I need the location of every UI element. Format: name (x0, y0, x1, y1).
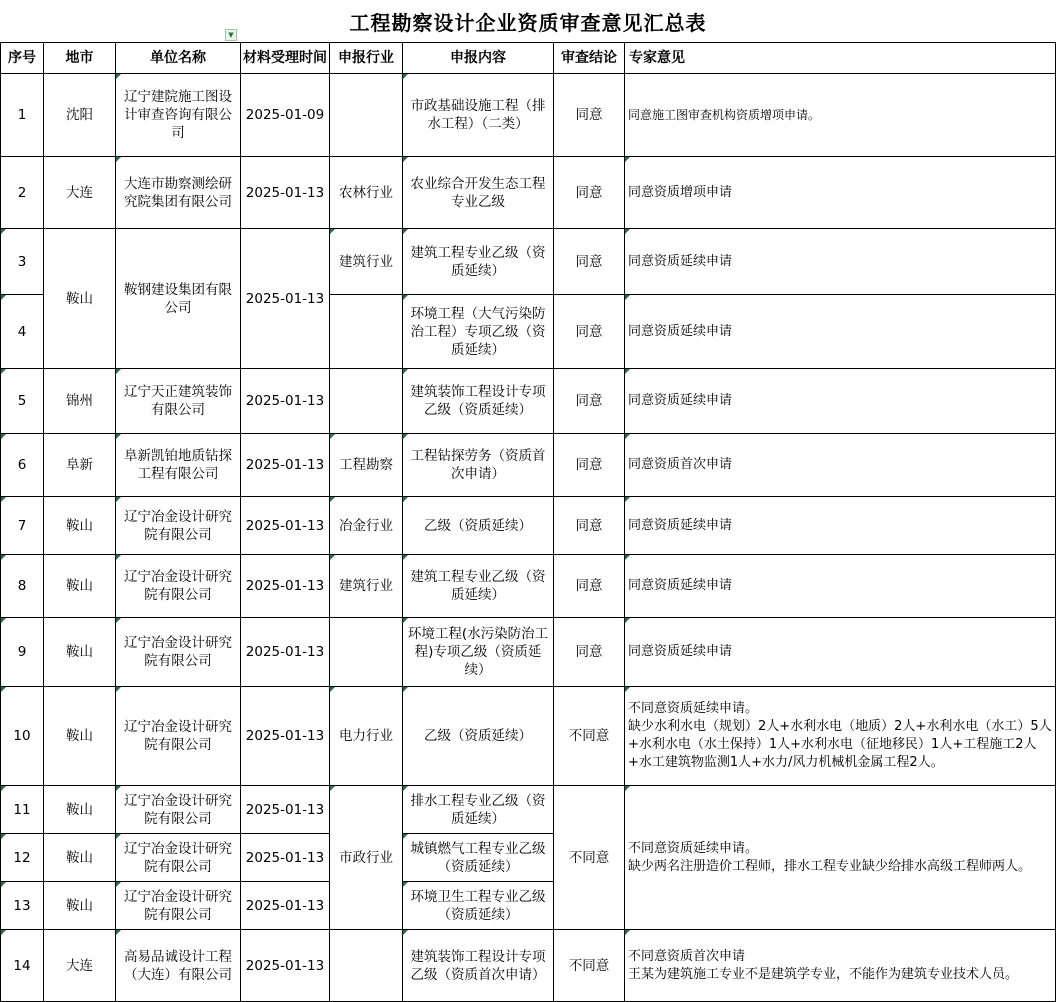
cell-seq[interactable]: 13 (1, 882, 44, 930)
cell-opinion[interactable]: 同意资质延续申请 (625, 618, 1056, 687)
cell-industry[interactable]: 冶金行业 (330, 497, 403, 555)
cell-conclusion[interactable]: 不同意 (554, 930, 625, 1002)
cell-seq[interactable]: 1 (1, 74, 44, 157)
cell-company[interactable]: 辽宁冶金设计研究院有限公司 (116, 618, 241, 687)
cell-company[interactable]: 大连市勘察测绘研究院集团有限公司 (116, 157, 241, 229)
table-row (1, 497, 1056, 555)
cell-date[interactable]: 2025-01-13 (241, 687, 330, 786)
cell-content[interactable]: 乙级（资质延续） (403, 687, 554, 786)
cell-opinion[interactable]: 同意资质延续申请 (625, 369, 1056, 434)
table-row (1, 157, 1056, 229)
cell-conclusion[interactable]: 同意 (554, 555, 625, 618)
cell-industry[interactable]: 建筑行业 (330, 229, 403, 295)
cell-content[interactable]: 市政基础设施工程（排水工程）（二类） (403, 74, 554, 157)
cell-seq[interactable]: 11 (1, 786, 44, 834)
table-row (1, 74, 1056, 157)
cell-company[interactable]: 辽宁冶金设计研究院有限公司 (116, 555, 241, 618)
header-opinion[interactable]: 专家意见 (625, 43, 1056, 74)
cell-content[interactable]: 排水工程专业乙级（资质延续） (403, 786, 554, 834)
cell-content[interactable]: 环境工程（大气污染防治工程）专项乙级（资质延续） (403, 295, 554, 369)
header-row (1, 43, 1056, 74)
cell-conclusion[interactable]: 同意 (554, 295, 625, 369)
cell-seq[interactable]: 9 (1, 618, 44, 687)
cell-city[interactable]: 锦州 (44, 369, 116, 434)
header-industry[interactable]: 申报行业 (330, 43, 403, 74)
cell-opinion[interactable]: 同意施工图审查机构资质增项申请。 (625, 74, 1056, 157)
cell-industry[interactable] (330, 295, 403, 369)
filter-dropdown-icon[interactable]: ▼ (225, 29, 237, 41)
cell-conclusion[interactable]: 同意 (554, 434, 625, 497)
cell-content[interactable]: 环境工程(水污染防治工程)专项乙级（资质延续） (403, 618, 554, 687)
cell-conclusion[interactable]: 同意 (554, 497, 625, 555)
table-row (1, 369, 1056, 434)
cell-content[interactable]: 工程钻探劳务（资质首次申请） (403, 434, 554, 497)
cell-company[interactable]: 辽宁冶金设计研究院有限公司 (116, 497, 241, 555)
cell-city[interactable]: 鞍山 (44, 786, 116, 834)
header-seq[interactable]: 序号 (1, 43, 44, 74)
cell-industry[interactable] (330, 618, 403, 687)
cell-date[interactable]: 2025-01-13 (241, 555, 330, 618)
cell-city[interactable]: 大连 (44, 157, 116, 229)
table-row (1, 786, 1056, 834)
cell-content[interactable]: 建筑装饰工程设计专项乙级（资质延续） (403, 369, 554, 434)
cell-date[interactable]: 2025-01-13 (241, 930, 330, 1002)
cell-opinion[interactable] (625, 687, 1056, 786)
cell-industry[interactable]: 工程勘察 (330, 434, 403, 497)
cell-date[interactable]: 2025-01-13 (241, 618, 330, 687)
opinion-summary: 不同意资质延续申请。 (628, 840, 759, 856)
cell-industry[interactable] (330, 930, 403, 1002)
cell-city[interactable]: 鞍山 (44, 555, 116, 618)
cell-content[interactable]: 建筑工程专业乙级（资质延续） (403, 229, 554, 295)
cell-company[interactable]: 辽宁冶金设计研究院有限公司 (116, 786, 241, 834)
cell-city[interactable]: 鞍山 (44, 497, 116, 555)
table-row (1, 229, 1056, 295)
cell-content[interactable]: 乙级（资质延续） (403, 497, 554, 555)
cell-conclusion[interactable]: 同意 (554, 74, 625, 157)
cell-content[interactable]: 建筑装饰工程设计专项乙级（资质首次申请） (403, 930, 554, 1002)
cell-city[interactable]: 鞍山 (44, 618, 116, 687)
cell-date[interactable]: 2025-01-13 (241, 229, 330, 369)
table-row (1, 555, 1056, 618)
cell-opinion[interactable]: 同意资质延续申请 (625, 295, 1056, 369)
cell-city[interactable]: 阜新 (44, 434, 116, 497)
cell-company[interactable]: 辽宁冶金设计研究院有限公司 (116, 882, 241, 930)
table-row (1, 687, 1056, 786)
table-row (1, 618, 1056, 687)
opinion-summary: 不同意资质延续申请。 (628, 701, 759, 716)
cell-seq[interactable]: 7 (1, 497, 44, 555)
cell-date[interactable]: 2025-01-13 (241, 157, 330, 229)
cell-date[interactable]: 2025-01-13 (241, 786, 330, 834)
cell-city[interactable]: 沈阳 (44, 74, 116, 157)
cell-seq[interactable]: 3 (1, 229, 44, 295)
cell-date[interactable]: 2025-01-13 (241, 497, 330, 555)
cell-seq[interactable]: 12 (1, 834, 44, 882)
cell-opinion[interactable]: 同意资质延续申请 (625, 497, 1056, 555)
cell-seq[interactable]: 5 (1, 369, 44, 434)
table-row (1, 434, 1056, 497)
cell-conclusion[interactable]: 同意 (554, 157, 625, 229)
cell-date[interactable]: 2025-01-13 (241, 369, 330, 434)
cell-company[interactable]: 辽宁建院施工图设计审查咨询有限公司 (116, 74, 241, 157)
cell-industry[interactable]: 农林行业 (330, 157, 403, 229)
cell-seq[interactable]: 4 (1, 295, 44, 369)
opinion-detail: 王某为建筑施工专业不是建筑学专业，不能作为建筑专业技术人员。 (628, 966, 1019, 982)
header-conclusion[interactable]: 审查结论 (554, 43, 625, 74)
cell-seq[interactable]: 10 (1, 687, 44, 786)
table-row (1, 930, 1056, 1002)
cell-date[interactable]: 2025-01-13 (241, 434, 330, 497)
opinion-summary: 不同意资质首次申请 (628, 948, 746, 964)
cell-company[interactable]: 阜新凯铂地质钻探工程有限公司 (116, 434, 241, 497)
cell-city[interactable]: 大连 (44, 930, 116, 1002)
cell-content[interactable]: 环境卫生工程专业乙级（资质延续） (403, 882, 554, 930)
cell-opinion[interactable]: 同意资质增项申请 (625, 157, 1056, 229)
cell-conclusion[interactable]: 同意 (554, 618, 625, 687)
cell-company[interactable]: 辽宁冶金设计研究院有限公司 (116, 687, 241, 786)
opinion-detail: 缺少水利水电（规划）2人+水利水电（地质）2人+水利水电（水工）5人+水利水电（水土保持）1人+水利水电（征地移民）1人+工程施工2人+水工建筑物监测1人+水力/风力机械机金属工程2人。 (628, 719, 1052, 770)
header-content[interactable]: 申报内容 (403, 43, 554, 74)
cell-industry[interactable] (330, 369, 403, 434)
cell-city[interactable]: 鞍山 (44, 882, 116, 930)
cell-opinion[interactable]: 同意资质延续申请 (625, 229, 1056, 295)
cell-company[interactable]: 鞍钢建设集团有限公司 (116, 229, 241, 369)
header-city[interactable]: 地市 (44, 43, 116, 74)
cell-company[interactable]: 辽宁天正建筑装饰有限公司 (116, 369, 241, 434)
cell-date[interactable]: 2025-01-13 (241, 882, 330, 930)
cell-seq[interactable]: 14 (1, 930, 44, 1002)
opinion-detail: 缺少两名注册造价工程师，排水工程专业缺少给排水高级工程师两人。 (628, 858, 1032, 874)
cell-opinion[interactable]: 同意资质首次申请 (625, 434, 1056, 497)
cell-company[interactable]: 高易品诚设计工程（大连）有限公司 (116, 930, 241, 1002)
cell-industry[interactable]: 电力行业 (330, 687, 403, 786)
cell-industry[interactable]: 建筑行业 (330, 555, 403, 618)
cell-opinion[interactable] (625, 930, 1056, 1002)
header-date[interactable]: 材料受理时间 (241, 43, 330, 74)
cell-content[interactable]: 农业综合开发生态工程专业乙级 (403, 157, 554, 229)
cell-industry[interactable]: 市政行业 (330, 786, 403, 930)
cell-conclusion[interactable]: 同意 (554, 369, 625, 434)
cell-city[interactable]: 鞍山 (44, 229, 116, 369)
review-table (0, 42, 1056, 1002)
cell-conclusion[interactable]: 不同意 (554, 786, 625, 930)
cell-industry[interactable] (330, 74, 403, 157)
header-company[interactable]: 单位名称 (116, 43, 241, 74)
cell-conclusion[interactable]: 不同意 (554, 687, 625, 786)
cell-opinion[interactable] (625, 786, 1056, 930)
cell-conclusion[interactable]: 同意 (554, 229, 625, 295)
cell-date[interactable]: 2025-01-13 (241, 834, 330, 882)
cell-seq[interactable]: 6 (1, 434, 44, 497)
cell-opinion[interactable]: 同意资质延续申请 (625, 555, 1056, 618)
cell-city[interactable]: 鞍山 (44, 687, 116, 786)
cell-date[interactable]: 2025-01-09 (241, 74, 330, 157)
page-title: 工程勘察设计企业资质审查意见汇总表 (349, 11, 707, 35)
cell-content[interactable]: 建筑工程专业乙级（资质延续） (403, 555, 554, 618)
cell-content[interactable]: 城镇燃气工程专业乙级（资质延续） (403, 834, 554, 882)
cell-seq[interactable]: 8 (1, 555, 44, 618)
cell-company[interactable]: 辽宁冶金设计研究院有限公司 (116, 834, 241, 882)
cell-city[interactable]: 鞍山 (44, 834, 116, 882)
cell-seq[interactable]: 2 (1, 157, 44, 229)
